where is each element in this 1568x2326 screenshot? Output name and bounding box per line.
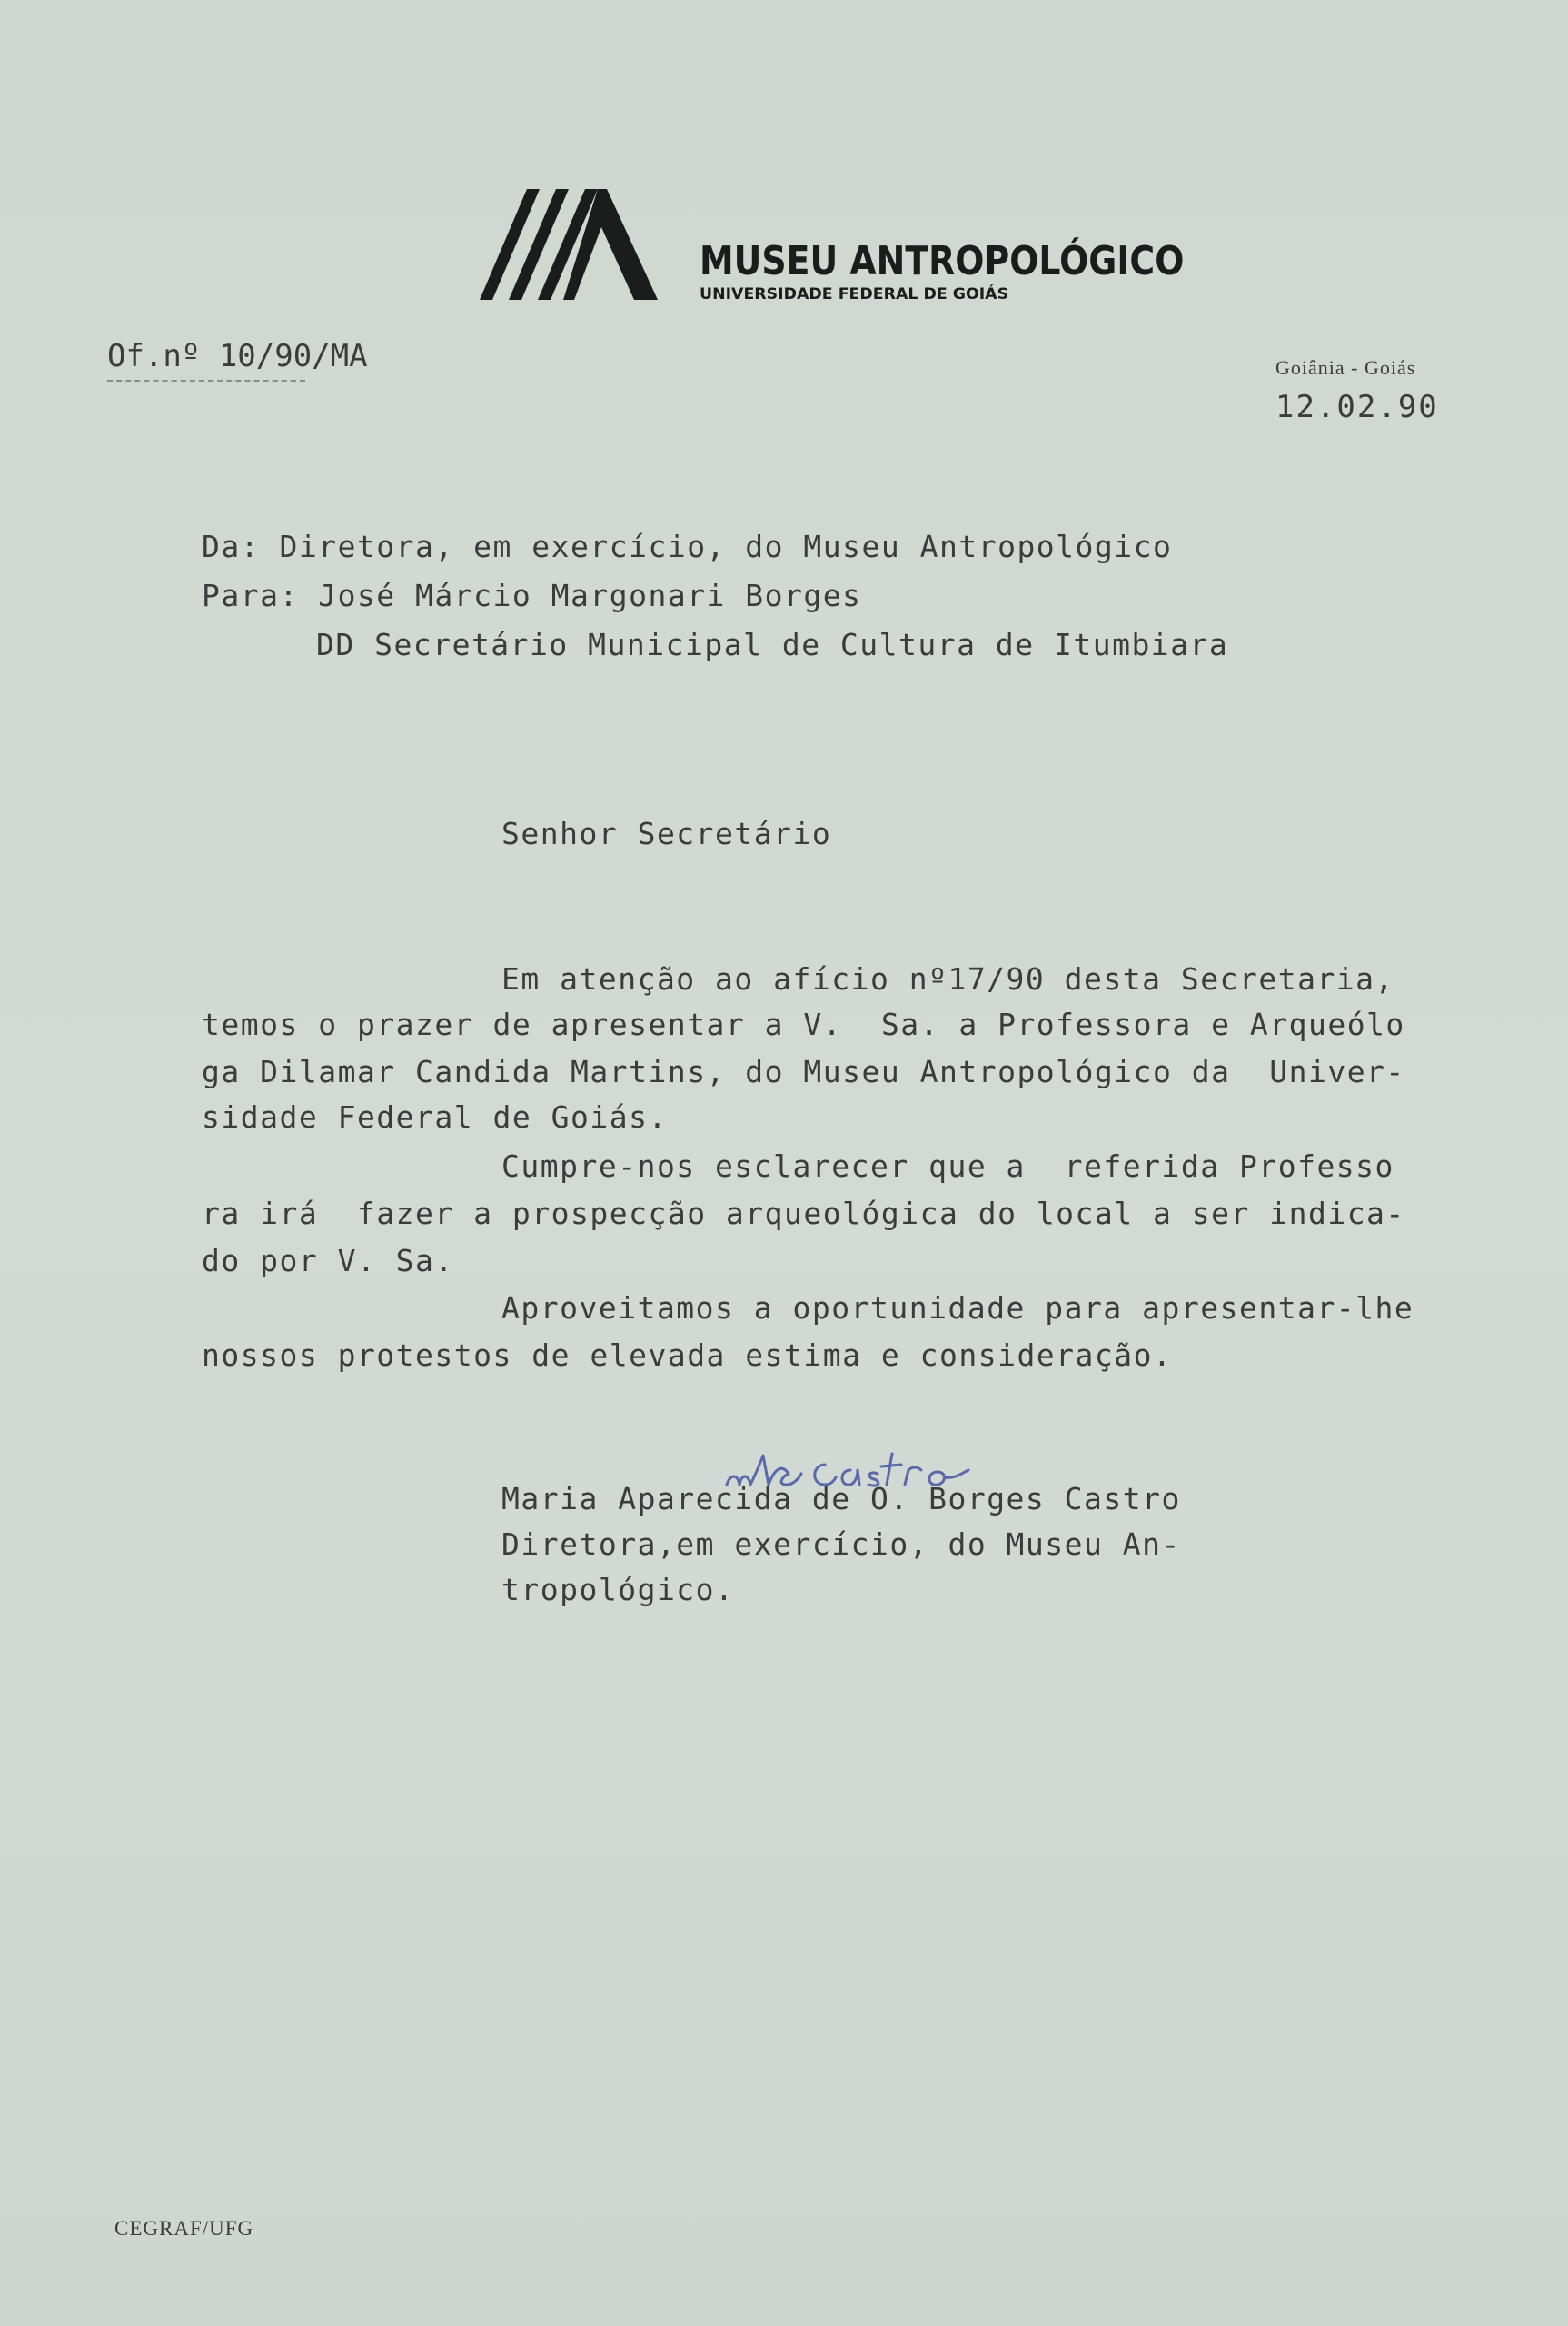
body-line: do por V. Sa. xyxy=(202,1243,454,1278)
printer-mark: CEGRAF/UFG xyxy=(114,2217,254,2240)
museum-subtitle: UNIVERSIDADE FEDERAL DE GOIÁS xyxy=(700,285,1009,303)
to-title-line: DD Secretário Municipal de Cultura de Itumbiara xyxy=(316,627,1229,662)
body-line: Aproveitamos a oportunidade para apresentar-lhe xyxy=(501,1290,1414,1326)
museum-logo-icon xyxy=(480,189,658,300)
signatory-role: Diretora,em exercício, do Museu An- xyxy=(501,1526,1181,1562)
body-line: ga Dilamar Candida Martins, do Museu Antropológico da Univer- xyxy=(202,1054,1405,1089)
reference-number: Of.nº 10/90/MA xyxy=(107,338,368,374)
body-line: Cumpre-nos esclarecer que a referida Professo xyxy=(501,1148,1394,1184)
salutation: Senhor Secretário xyxy=(501,816,832,851)
body-line: temos o prazer de apresentar a V. Sa. a Professora e Arqueólo xyxy=(202,1007,1405,1042)
body-line: Em atenção ao afício nº17/90 desta Secretaria, xyxy=(501,961,1394,997)
body-line: nossos protestos de elevada estima e consideração. xyxy=(202,1337,1173,1373)
museum-title: MUSEU ANTROPOLÓGICO xyxy=(700,238,1185,284)
date: 12.02.90 xyxy=(1275,389,1439,425)
body-line: ra irá fazer a prospecção arqueológica do local a ser indica- xyxy=(202,1196,1405,1231)
place: Goiânia - Goiás xyxy=(1275,356,1416,379)
from-line: Da: Diretora, em exercício, do Museu Antropológico xyxy=(202,529,1173,564)
body-line: sidade Federal de Goiás. xyxy=(202,1099,668,1135)
signatory-role: tropológico. xyxy=(501,1572,735,1607)
signatory-name: Maria Aparecida de O. Borges Castro xyxy=(501,1481,1181,1516)
to-line: Para: José Márcio Margonari Borges xyxy=(202,578,862,613)
reference-underline xyxy=(107,380,305,382)
